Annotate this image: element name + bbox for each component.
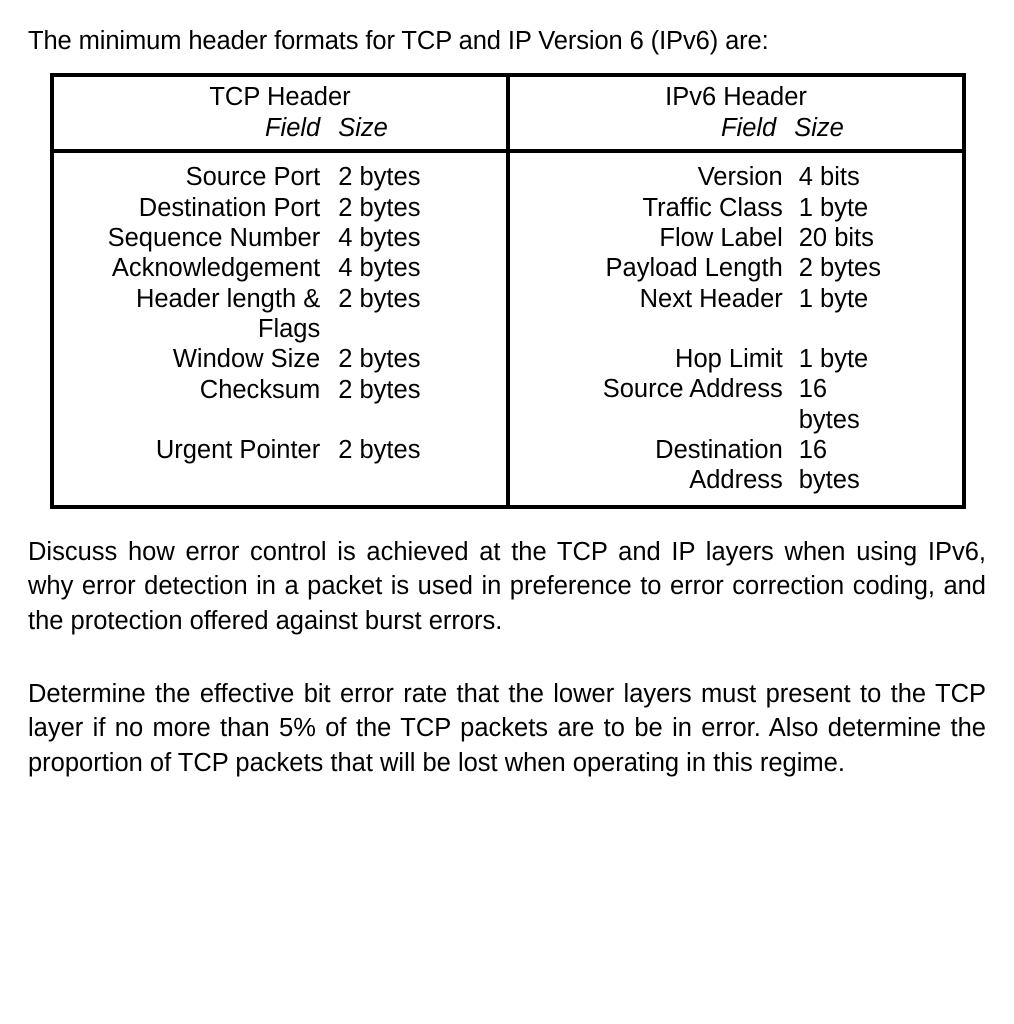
table-row <box>510 314 962 344</box>
ipv6-field-column-header: Field <box>720 114 777 143</box>
ipv6-size-3: 2 bytes <box>798 254 881 283</box>
ipv6-size-9: 16 <box>798 436 828 465</box>
tcp-field-10 <box>54 465 334 495</box>
ipv6-size-8: bytes <box>798 405 860 434</box>
paragraph-bit-error-rate: Determine the effective bit error rate that the lower layers must present to the TCP layer if no more than 5% of the TCP packets are to be in error. Also determine the proportion of TCP packets that will be lost when operating in this regime. <box>28 679 986 778</box>
tcp-size-3: 4 bytes <box>338 254 421 283</box>
table-row <box>54 162 506 192</box>
tcp-size-10 <box>334 465 506 495</box>
tcp-size-4: 2 bytes <box>338 284 421 313</box>
ipv6-size-10: bytes <box>798 466 860 495</box>
ipv6-field-1: Traffic Class <box>642 193 783 222</box>
tcp-field-2: Sequence Number <box>107 223 321 252</box>
table-row <box>510 435 962 465</box>
ipv6-field-10: Address <box>689 466 783 495</box>
table-row <box>510 284 962 314</box>
ipv6-field-9: Destination <box>655 436 783 465</box>
table-row <box>54 344 506 374</box>
tcp-size-7: 2 bytes <box>338 375 421 404</box>
tcp-field-4: Header length & <box>135 284 321 313</box>
ipv6-size-4: 1 byte <box>798 284 869 313</box>
table-row <box>510 253 962 283</box>
ipv6-field-2: Flow Label <box>659 223 783 252</box>
tcp-field-1: Destination Port <box>138 193 321 222</box>
tcp-field-6: Window Size <box>172 345 321 374</box>
ipv6-header-panel <box>508 75 964 507</box>
tcp-size-2: 4 bytes <box>338 223 421 252</box>
tcp-rows <box>54 153 506 504</box>
tcp-field-7: Checksum <box>199 375 321 404</box>
table-row <box>510 405 962 435</box>
headers-table <box>50 73 966 509</box>
tcp-field-9: Urgent Pointer <box>155 436 321 465</box>
ipv6-size-column-header: Size <box>794 114 844 143</box>
ipv6-subheader-row <box>510 113 962 153</box>
tcp-size-1: 2 bytes <box>338 193 421 222</box>
ipv6-field-4: Next Header <box>639 284 783 313</box>
table-row <box>54 405 506 435</box>
ipv6-size-5 <box>795 314 962 344</box>
table-row <box>54 314 506 344</box>
table-row <box>510 344 962 374</box>
ipv6-rows <box>510 153 962 504</box>
table-row <box>54 465 506 495</box>
table-row <box>510 223 962 253</box>
ipv6-size-1: 1 byte <box>798 193 869 222</box>
table-row <box>54 193 506 223</box>
table-row <box>510 465 962 495</box>
intro-text: The minimum header formats for TCP and IP Version 6 (IPv6) are: <box>28 27 769 55</box>
ipv6-field-0: Version <box>697 163 783 192</box>
tcp-header-title: TCP Header <box>209 83 351 112</box>
ipv6-field-8 <box>510 405 795 435</box>
table-row <box>510 374 962 404</box>
tcp-size-5 <box>334 314 506 344</box>
ipv6-size-2: 20 bits <box>798 223 874 252</box>
tcp-size-9: 2 bytes <box>338 436 421 465</box>
ipv6-size-6: 1 byte <box>798 345 869 374</box>
ipv6-size-0: 4 bits <box>798 163 860 192</box>
table-row <box>510 162 962 192</box>
tcp-header-panel <box>52 75 508 507</box>
paragraph-error-control: Discuss how error control is achieved at the TCP and IP layers when using IPv6, why error detection in a packet is used in preference to error correction coding, and the protection offered against burst errors. <box>28 537 986 636</box>
ipv6-field-7: Source Address <box>602 375 783 404</box>
tcp-size-column-header: Size <box>338 114 388 143</box>
tcp-size-8 <box>334 405 506 435</box>
tcp-field-0: Source Port <box>185 163 321 192</box>
tcp-size-6: 2 bytes <box>338 345 421 374</box>
table-row <box>54 223 506 253</box>
ipv6-header-title: IPv6 Header <box>665 83 807 112</box>
tcp-field-3: Acknowledgement <box>111 254 321 283</box>
header-formats-table <box>50 73 966 509</box>
ipv6-field-5 <box>510 314 795 344</box>
tcp-size-0: 2 bytes <box>338 163 421 192</box>
ipv6-field-6: Hop Limit <box>675 345 783 374</box>
table-row <box>54 253 506 283</box>
tcp-field-8 <box>54 405 334 435</box>
tcp-field-5: Flags <box>257 315 321 344</box>
table-row <box>54 375 506 405</box>
ipv6-field-3: Payload Length <box>605 254 783 283</box>
tcp-subheader-row <box>54 113 506 153</box>
table-row <box>54 284 506 314</box>
tcp-field-column-header: Field <box>264 114 321 143</box>
table-row <box>54 435 506 465</box>
table-row <box>510 193 962 223</box>
ipv6-size-7: 16 <box>798 375 828 404</box>
